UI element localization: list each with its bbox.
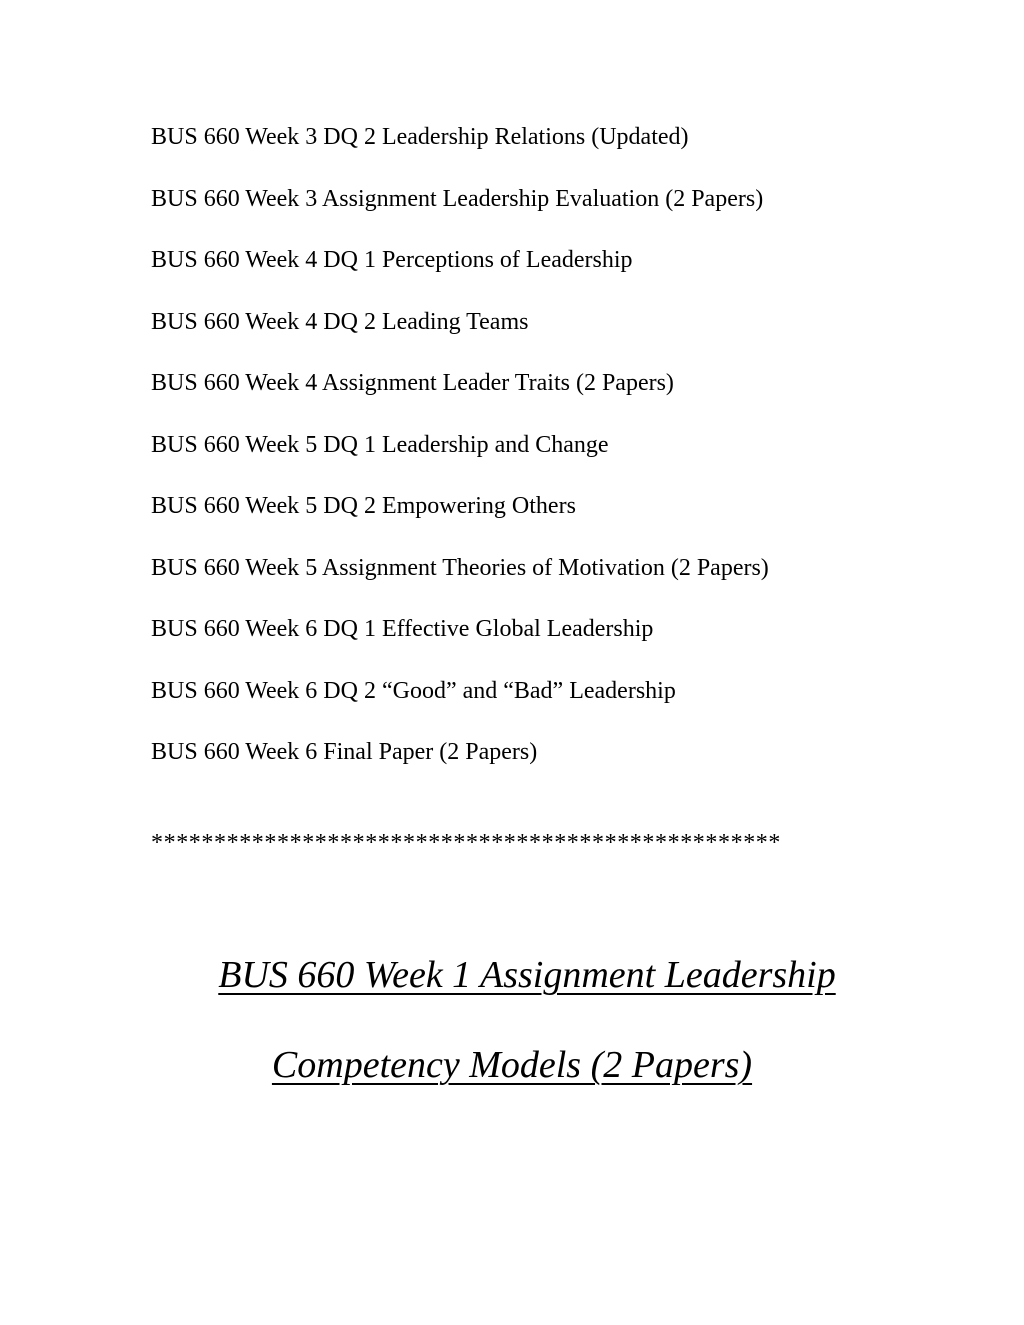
asterisk-divider: ************************************************** [151, 830, 781, 856]
course-item: BUS 660 Week 5 DQ 2 Empowering Others [151, 493, 576, 519]
course-item: BUS 660 Week 6 DQ 1 Effective Global Leadership [151, 616, 654, 642]
course-item: BUS 660 Week 4 DQ 2 Leading Teams [151, 308, 529, 335]
course-item-list [151, 118, 769, 795]
course-item: BUS 660 Week 6 DQ 2 “Good” and “Bad” Leadership [151, 677, 676, 704]
course-item: BUS 660 Week 5 Assignment Theories of Motivation (2 Papers) [151, 554, 769, 581]
course-item: BUS 660 Week 4 DQ 1 Perceptions of Leadership [151, 247, 633, 273]
course-item: BUS 660 Week 5 DQ 1 Leadership and Change [151, 431, 609, 458]
section-heading-line-2: Competency Models (2 Papers) [271, 1044, 753, 1086]
course-item: BUS 660 Week 4 Assignment Leader Traits (2 Papers) [151, 370, 674, 396]
course-item: BUS 660 Week 3 DQ 2 Leadership Relations (Updated) [151, 124, 689, 150]
course-item: BUS 660 Week 3 Assignment Leadership Evaluation (2 Papers) [151, 185, 764, 212]
course-item: BUS 660 Week 6 Final Paper (2 Papers) [151, 739, 538, 765]
section-heading-line-1: BUS 660 Week 1 Assignment Leadership [218, 954, 836, 996]
